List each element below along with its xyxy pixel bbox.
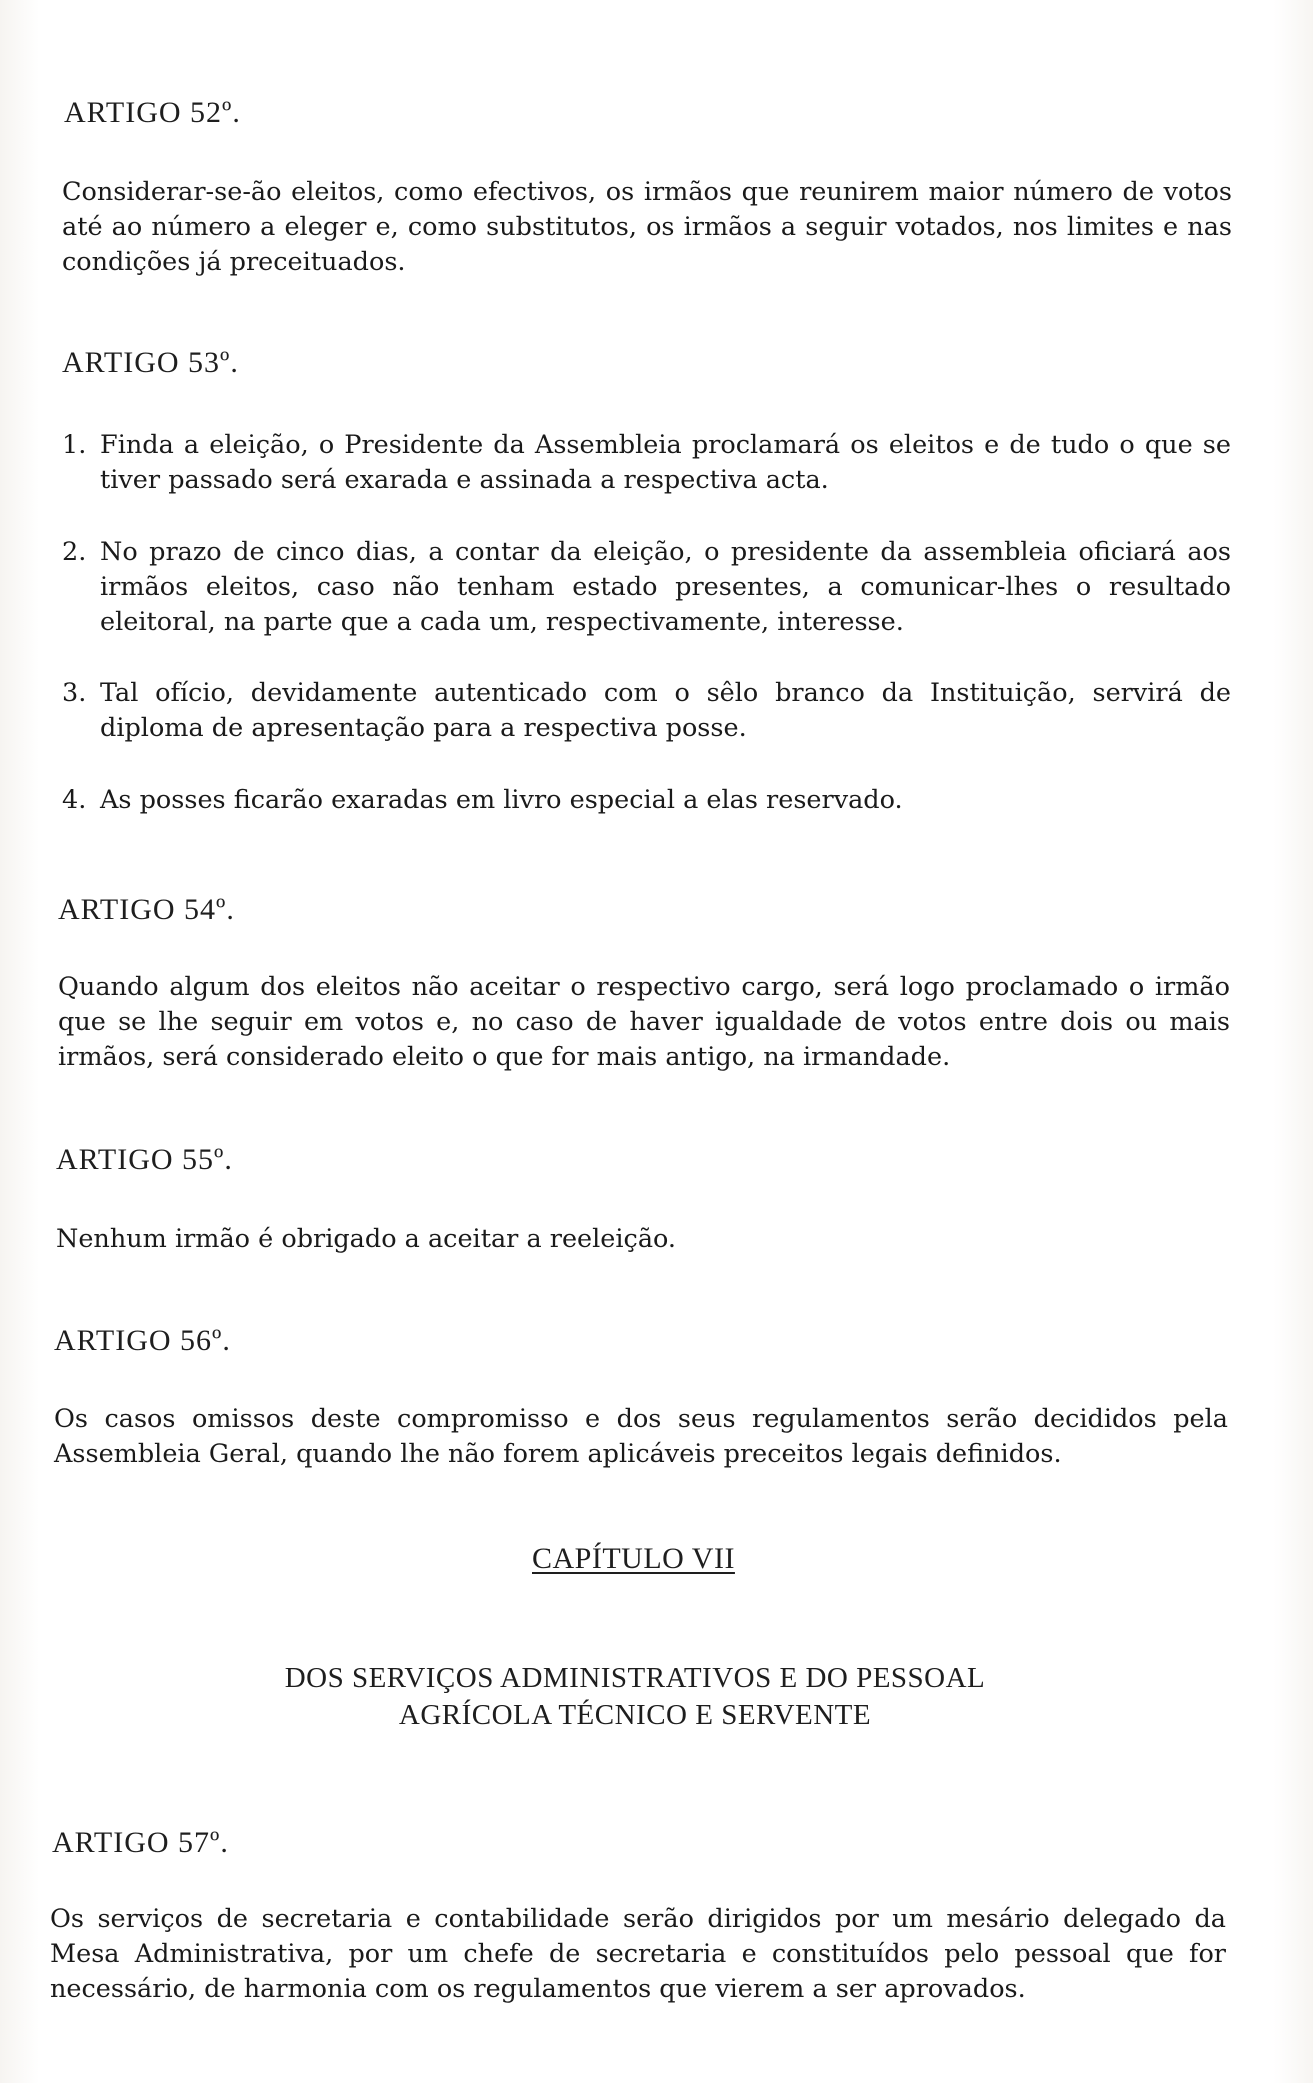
article-54-heading: ARTIGO 54º. <box>58 893 235 926</box>
chapter-title-line-1: DOS SERVIÇOS ADMINISTRATIVOS E DO PESSOAL <box>284 1662 986 1694</box>
article-57-heading: ARTIGO 57º. <box>52 1826 229 1859</box>
item-text: As posses ficarão exaradas em livro especial a elas reservado. <box>100 785 903 815</box>
article-56-text: Os casos omissos deste compromisso e dos seus regulamentos serão decididos pela Assembleia Geral, quando lhe não forem aplicáveis preceitos legais definidos. <box>54 1404 1228 1469</box>
item-number: 3. <box>62 678 87 708</box>
article-53-item-2 <box>62 535 1231 640</box>
article-55-text: Nenhum irmão é obrigado a aceitar a reeleição. <box>56 1224 677 1254</box>
article-57-text: Os serviços de secretaria e contabilidade serão dirigidos por um mesário delegado da Mesa Administrativa, por um chefe de secretaria e constituídos pelo pessoal que for necessário, de harmonia com os regulamentos que vierem a ser aprovados. <box>50 1904 1226 2004</box>
article-53-item-1 <box>62 428 1231 498</box>
article-53-item-3 <box>62 676 1231 746</box>
article-53-heading: ARTIGO 53º. <box>62 346 239 379</box>
chapter-title-line-2: AGRÍCOLA TÉCNICO E SERVENTE <box>398 1699 872 1731</box>
item-number: 2. <box>62 537 87 567</box>
article-56-heading: ARTIGO 56º. <box>54 1324 231 1357</box>
article-55-heading: ARTIGO 55º. <box>56 1143 233 1176</box>
item-number: 1. <box>62 430 87 460</box>
article-53-item-4 <box>62 783 1231 818</box>
item-text: No prazo de cinco dias, a contar da eleição, o presidente da assembleia oficiará aos irmãos eleitos, caso não tenham estado presentes, a comunicar-lhes o resultado eleitoral, na parte que a cada um, respectivamente, interesse. <box>100 537 1231 637</box>
article-52-text: Considerar-se-ão eleitos, como efectivos, os irmãos que reunirem maior número de votos até ao número a eleger e, como substitutos, os irmãos a seguir votados, nos limites e nas condições já preceituados. <box>62 177 1232 277</box>
item-number: 4. <box>62 785 87 815</box>
article-54-text: Quando algum dos eleitos não aceitar o respectivo cargo, será logo proclamado o irmão que se lhe seguir em votos e, no caso de haver igualdade de votos entre dois ou mais irmãos, será considerado eleito o que for mais antigo, na irmandade. <box>58 972 1230 1072</box>
chapter-label: CAPÍTULO VII <box>532 1542 735 1575</box>
item-text: Finda a eleição, o Presidente da Assembleia proclamará os eleitos e de tudo o que se tiver passado será exarada e assinada a respectiva acta. <box>100 430 1231 495</box>
item-text: Tal ofício, devidamente autenticado com o sêlo branco da Instituição, servirá de diploma de apresentação para a respectiva posse. <box>100 678 1231 743</box>
article-52-heading: ARTIGO 52º. <box>64 96 241 129</box>
